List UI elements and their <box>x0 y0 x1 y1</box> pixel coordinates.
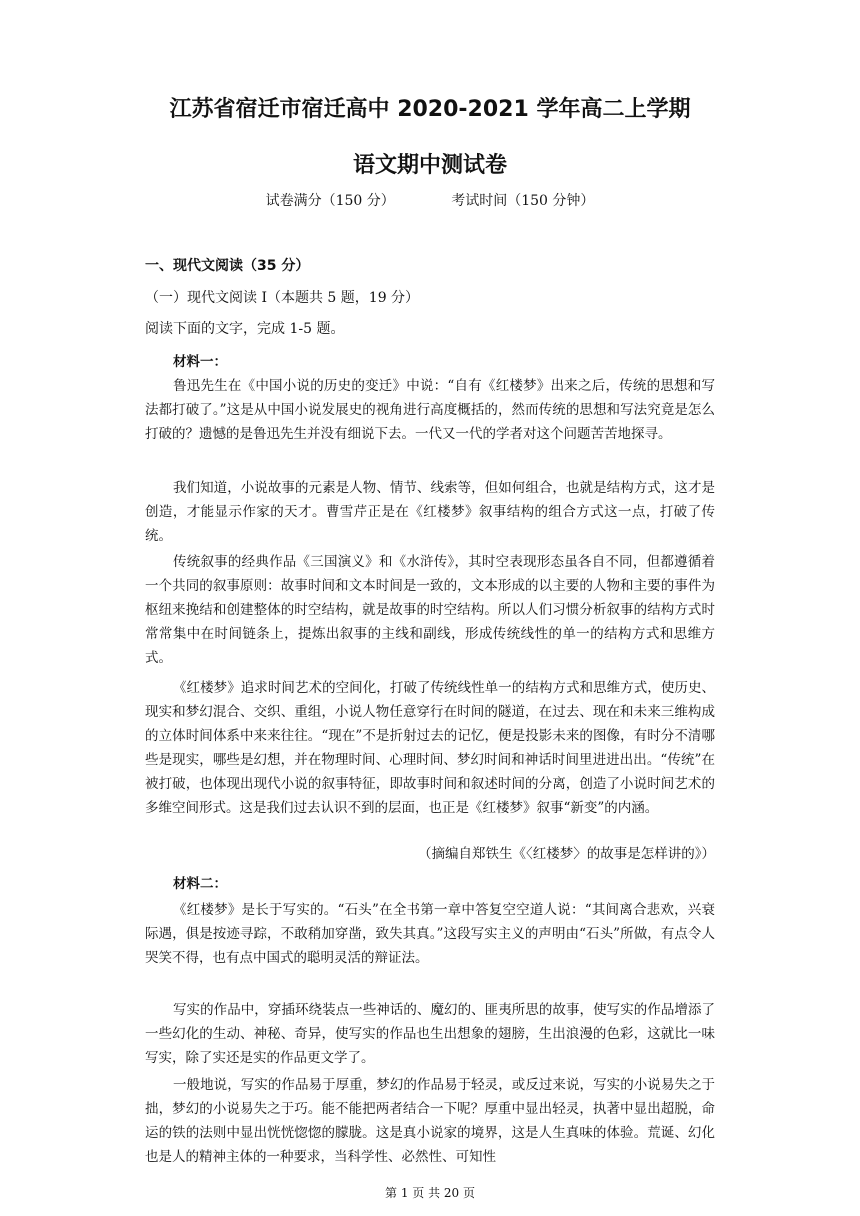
instruction-text: 阅读下面的文字，完成 1-5 题。 <box>145 321 345 337</box>
page-footer: 第 1 页 共 20 页 <box>385 1186 475 1200</box>
section-heading: 一、现代文阅读（35 分） <box>145 258 310 274</box>
material1-paragraph: 传统叙事的经典作品《三国演义》和《水浒传》，其时空表现形态虽各自不同，但都遵循着一个共同的叙事原则：故事时间和文本时间是一致的，文本形成的以主要的人物和主要的事件为枢纽来挽结和创建整体的时空结构，就是故事的时空结构。所以人们习惯分析叙事的结构方式时常常集中在时间链条上，提炼出叙事的主线和副线，形成传统线性的单一的结构方式和思维方式。 <box>145 554 715 666</box>
material1-paragraph: 我们知道，小说故事的元素是人物、情节、线索等，但如何组合，也就是结构方式，这才是创造，才能显示作家的天才。曹雪芹正是在《红楼梦》叙事结构的组合方式这一点，打破了传统。 <box>145 480 715 544</box>
material2-paragraph: 一般地说，写实的作品易于厚重，梦幻的作品易于轻灵，或反过来说，写实的小说易失之于拙，梦幻的小说易失之于巧。能不能把两者结合一下呢？厚重中显出轻灵，执著中显出超脱，命运的铁的法则中显出恍恍惚惚的朦胧。这是真小说家的境界，这是人生真味的体验。荒诞、幻化也是人的精神主体的一种要求，当科学性、必然性、可知性 <box>145 1077 715 1165</box>
subsection-heading: （一）现代文阅读 I（本题共 5 题，19 分） <box>145 290 420 306</box>
document-title-line1: 江苏省宿迁市宿迁高中 2020-2021 学年高二上学期 <box>169 97 691 122</box>
document-title-line2: 语文期中测试卷 <box>352 153 507 178</box>
material2-paragraph: 《红楼梦》是长于写实的。“石头”在全书第一章中答复空空道人说：“其间离合悲欢，兴衰际遇，俱是按迹寻踪，不敢稍加穿凿，致失其真。”这段写实主义的声明由“石头”所做，有点令人哭笑不得，也有点中国式的聪明灵活的辩证法。 <box>145 902 715 966</box>
exam-meta <box>0 190 860 210</box>
exam-score: 试卷满分（150 分） <box>265 193 395 209</box>
exam-time: 考试时间（150 分钟） <box>451 193 595 209</box>
material2-label: 材料二： <box>173 876 227 892</box>
material1-paragraph: 《红楼梦》追求时间艺术的空间化，打破了传统线性单一的结构方式和思维方式，使历史、现实和梦幻混合、交织、重组，小说人物任意穿行在时间的隧道，在过去、现在和未来三维构成的立体时间体系中来来往往。“现在”不是折射过去的记忆，便是投影未来的图像，有时分不清哪些是现实，哪些是幻想，并在物理时间、心理时间、梦幻时间和神话时间里进进出出。“传统”在被打破，也体现出现代小说的叙事特征，即故事时间和叙述时间的分离，创造了小说时间艺术的多维空间形式。这是我们过去认识不到的层面，也正是《红楼梦》叙事“新变”的内涵。 <box>145 680 715 816</box>
material1-label: 材料一： <box>173 354 227 370</box>
material2-paragraph: 写实的作品中，穿插环绕装点一些神话的、魔幻的、匪夷所思的故事，使写实的作品增添了一些幻化的生动、神秘、奇异，使写实的作品也生出想象的翅膀，生出浪漫的色彩，这就比一味写实，除了实还是实的作品更文学了。 <box>145 1002 715 1066</box>
material1-paragraph: 鲁迅先生在《中国小说的历史的变迁》中说：“自有《红楼梦》出来之后，传统的思想和写法都打破了。”这是从中国小说发展史的视角进行高度概括的，然而传统的思想和写法究竟是怎么打破的？遗憾的是鲁迅先生并没有细说下去。一代又一代的学者对这个问题苦苦地探寻。 <box>145 378 715 442</box>
material1-source: （摘编自郑铁生《〈红楼梦〉的故事是怎样讲的》） <box>418 846 715 862</box>
